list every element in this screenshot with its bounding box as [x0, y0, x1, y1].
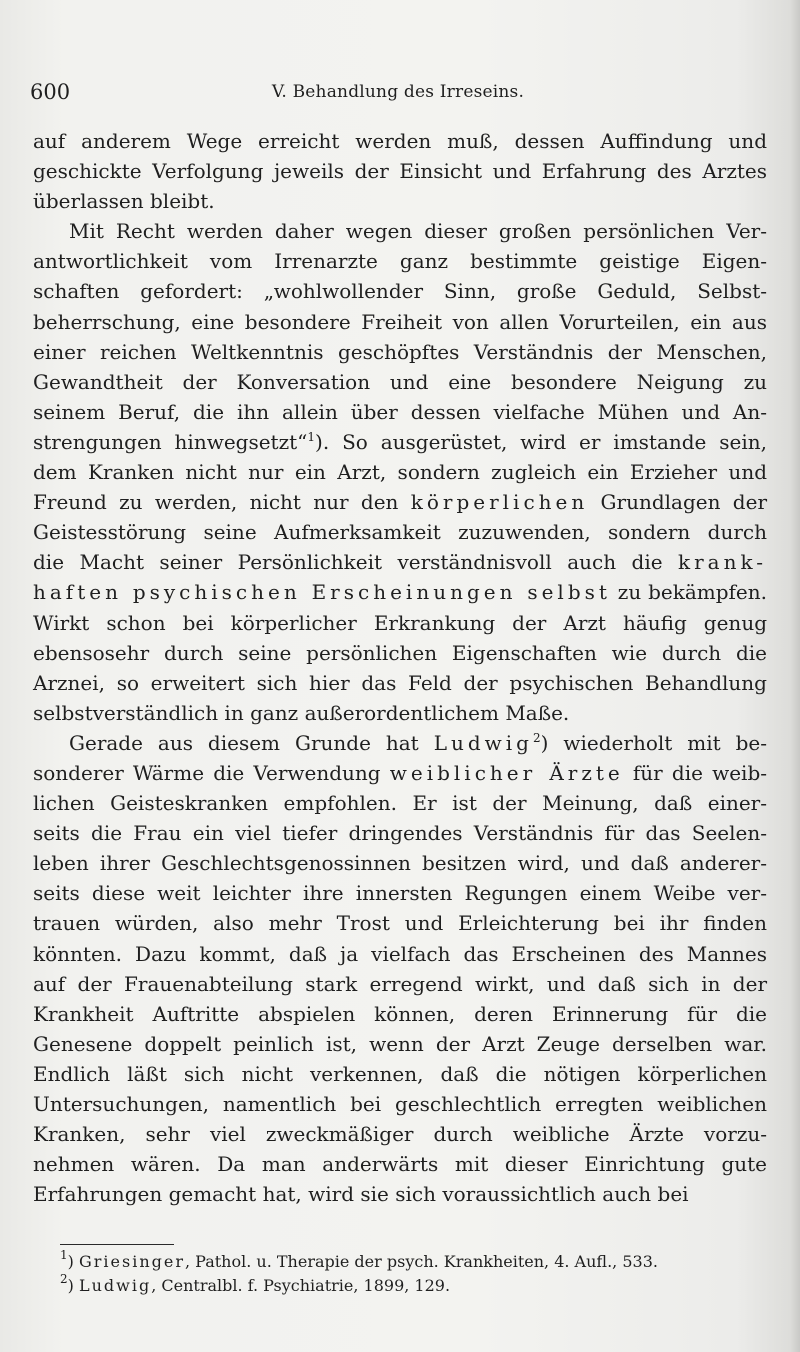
text-line: Gerade aus diesem Grunde hat Ludwig$^2$) wiederholt mit be-	[69, 730, 768, 755]
text-line: Krankheit Auftritte abspielen können, deren Erinnerung für die	[33, 1001, 767, 1026]
text-line: auf der Frauenabteilung stark erregend wirkt, und daß sich in der	[33, 971, 767, 996]
page-header	[30, 78, 766, 106]
text-line: trauen würden, also mehr Trost und Erleichterung bei ihr finden	[33, 911, 767, 936]
text-line: leben ihrer Geschlechtsgenossinnen besitzen wird, und daß anderer-	[33, 851, 767, 876]
text-line: antwortlichkeit vom Irrenarzte ganz bestimmte geistige Eigen-	[33, 249, 767, 274]
spaced-emphasis: körperlichen	[410, 490, 589, 515]
footnote-mark: 1	[60, 1248, 68, 1262]
text-line: Gewandtheit der Konversation und eine besondere Neigung zu	[33, 369, 767, 394]
text-line: Wirkt schon bei körperlicher Erkrankung der Arzt häufig genug	[33, 610, 767, 635]
text-line: Untersuchungen, namentlich bei geschlechtlich erregten weiblichen	[33, 1092, 767, 1116]
footnote: $^2$) Ludwig, Centralbl. f. Psychiatrie, 1899, 129.	[60, 1272, 451, 1295]
text-line: Freund zu werden, nicht nur den körperlichen Grundlagen der	[33, 490, 768, 515]
text-line: lichen Geisteskranken empfohlen. Er ist der Meinung, daß einer-	[33, 791, 767, 816]
spaced-emphasis: krank-	[677, 550, 767, 575]
footnotes	[60, 1250, 772, 1298]
text-line: könnten. Dazu kommt, daß ja vielfach das Erscheinen des Mannes	[33, 941, 767, 966]
text-line: strengungen hinwegsetzt“$^1$). So ausgerüstet, wird er imstande sein,	[33, 429, 768, 454]
text-line: Mit Recht werden daher wegen dieser großen persönlichen Ver-	[69, 219, 767, 244]
footnote-separator	[60, 1244, 174, 1245]
text-line: seits die Frau ein viel tiefer dringendes Verständnis für das Seelen-	[33, 821, 767, 846]
text-line: überlassen bleibt.	[33, 189, 215, 214]
text-line: Kranken, sehr viel zweckmäßiger durch weibliche Ärzte vorzu-	[33, 1122, 767, 1147]
text-line: die Macht seiner Persönlichkeit verständnisvoll auch die krank-	[33, 550, 767, 575]
text-line: sonderer Wärme die Verwendung weiblicher Ärzte für die weib-	[33, 760, 767, 785]
spaced-emphasis: Ludwig	[433, 730, 533, 755]
text-line: selbstverständlich in ganz außerordentlichem Maße.	[33, 700, 570, 725]
text-line: beherrschung, eine besondere Freiheit von allen Vorurteilen, ein aus	[33, 309, 767, 334]
text-line: Geistesstörung seine Aufmerksamkeit zuzuwenden, sondern durch	[33, 520, 767, 545]
page-number: 600	[30, 80, 71, 104]
text-line: ebensosehr durch seine persönlichen Eigenschaften wie durch die	[33, 640, 767, 665]
text-line: seinem Beruf, die ihn allein über dessen vielfache Mühen und An-	[33, 399, 767, 424]
footnote-text: , Centralbl. f. Psychiatrie, 1899, 129.	[151, 1276, 451, 1295]
text-line: auf anderem Wege erreicht werden muß, dessen Auffindung und	[33, 129, 767, 153]
text-line: Genesene doppelt peinlich ist, wenn der Arzt Zeuge derselben war.	[33, 1031, 767, 1056]
text-line: seits diese weit leichter ihre innersten Regungen einem Weibe ver-	[33, 881, 767, 906]
text-line: nehmen wären. Da man anderwärts mit dieser Einrichtung gute	[33, 1152, 767, 1177]
footnote-reference: 1	[307, 429, 316, 444]
footnote-author: Griesinger	[78, 1252, 185, 1271]
footnote-author: Ludwig	[78, 1276, 152, 1295]
text-line: Arznei, so erweitert sich hier das Feld der psychischen Behandlung	[33, 670, 767, 695]
text-line: geschickte Verfolgung jeweils der Einsicht und Erfahrung des Arztes	[33, 159, 767, 184]
text-line: einer reichen Weltkenntnis geschöpftes Verständnis der Menschen,	[33, 339, 767, 364]
text-line: dem Kranken nicht nur ein Arzt, sondern zugleich ein Erzieher und	[33, 460, 767, 485]
page-edge-shadow	[790, 0, 800, 1352]
running-title: V. Behandlung des Irreseins.	[271, 82, 525, 102]
text-line: Endlich läßt sich nicht verkennen, daß die nötigen körperlichen	[33, 1061, 767, 1086]
body-text	[33, 126, 767, 1209]
spaced-emphasis: weiblicher Ärzte	[389, 760, 624, 785]
footnote-mark: 2	[60, 1272, 68, 1286]
spaced-emphasis: haften psychischen Erscheinungen selbst	[33, 580, 611, 605]
text-line: schaften gefordert: „wohlwollender Sinn, große Geduld, Selbst-	[33, 279, 767, 304]
footnote-reference: 2	[532, 730, 541, 745]
footnote-text: , Pathol. u. Therapie der psych. Krankheiten, 4. Aufl., 533.	[184, 1252, 658, 1271]
footnote: $^1$) Griesinger, Pathol. u. Therapie der psych. Krankheiten, 4. Aufl., 533.	[60, 1248, 658, 1271]
text-line: Erfahrungen gemacht hat, wird sie sich voraussichtlich auch bei	[33, 1182, 689, 1207]
text-line: haften psychischen Erscheinungen selbst zu bekämpfen.	[33, 580, 767, 605]
